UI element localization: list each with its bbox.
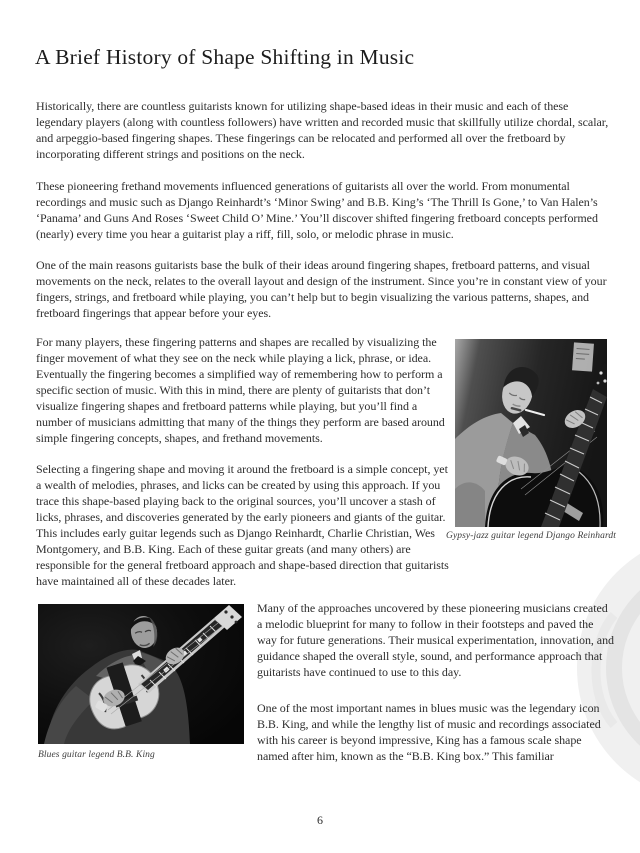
paragraph-7: One of the most important names in blues music was the legendary icon B.B. King, and while the lengthy list of music and recordings associated with his career is beyond impressive, King has a famous scale shape named after him, known as the “B.B. King box.” This familiar <box>257 701 601 763</box>
paragraph-4: For many players, these fingering patterns and shapes are recalled by visualizing the finger movement of what they see on the neck while playing a lick, phrase, or idea. Eventually the fingering becomes a simplified way of remembering how to perform a specific section of music. With this in mind, there are plenty of guitarists that don’t visualize fingering shapes and fretboard patterns while playing, but you’ll find a number of musicians admitting that many of the things they perform are based around simple fingering concepts, shapes, and frethand movements. <box>36 335 445 445</box>
paragraph-6: Many of the approaches uncovered by these pioneering musicians created a melodic blueprint for many to follow in their footsteps and paved the way for future generations. Their musical experimentation, innovation, and guidance shaped the overall style, sound, and performance approach that guitarists have continued to use to this day. <box>257 601 614 679</box>
django-reinhardt-photo <box>455 339 607 527</box>
paragraph-3: One of the main reasons guitarists base the bulk of their ideas around fingering shapes, fretboard patterns, and visual movements on the neck, relates to the overall layout and design of the instrument. Since you’re in constant view of your fingers, strings, and fretboard while playing, you can’t help but to begin visualizing the various patterns, shapes, and fretboard fingerings that appear before your eyes. <box>36 258 607 320</box>
page-title: A Brief History of Shape Shifting in Music <box>35 45 415 69</box>
figure-caption-bb-king: Blues guitar legend B.B. King <box>38 750 155 760</box>
figure-django-reinhardt <box>446 339 616 541</box>
paragraph-1: Historically, there are countless guitarists known for utilizing shape-based ideas in their music and each of these legendary players (along with countless followers) have written and recorded music that skillfully utilize chordal, scalar, and arpeggio-based fingering shapes. These fingerings can be relocated and performed all over the fretboard by incorporating different strings and positions on the neck. <box>36 99 609 161</box>
page-number: 6 <box>317 813 323 827</box>
figure-bb-king <box>38 604 244 760</box>
figure-caption-django: Gypsy-jazz guitar legend Django Reinhardt <box>446 531 616 541</box>
paragraph-5: Selecting a fingering shape and moving it around the fretboard is a simple concept, yet a wealth of melodies, phrases, and licks can be created by using this approach. If you trace this shape-based playing back to the original sources, you’ll uncover a stash of licks, phrases, and discoveries generated by the early pioneers and giants of the guitar. This includes early guitar legends such as Django Reinhardt, Charlie Christian, Wes Montgomery, and B.B. King. Each of these guitar greats (and many others) are responsible for the general fretboard approach and shape-based direction that guitarists have maintained all of these decades later. <box>36 462 449 588</box>
paragraph-2: These pioneering frethand movements influenced generations of guitarists all over the world. From monumental recordings and music such as Django Reinhardt’s ‘Minor Swing’ and B.B. King’s ‘The Thrill Is Gone,’ to Van Halen’s ‘Panama’ and Guns And Roses ‘Sweet Child O’ Mine.’ You’ll discover shifted fingering fretboard concepts performed (nearly) every time you hear a guitarist play a riff, fill, solo, or melodic phrase in music. <box>36 179 598 241</box>
bb-king-photo <box>38 604 244 744</box>
